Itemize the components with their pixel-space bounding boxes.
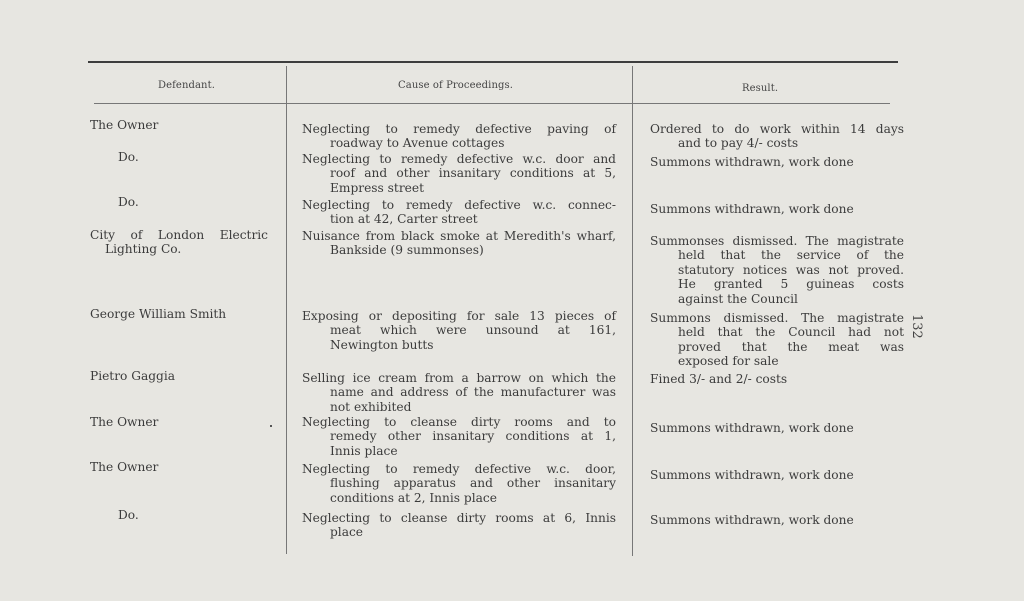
defendant-line: Do. bbox=[118, 508, 139, 522]
defendant-line: The Owner bbox=[90, 415, 159, 429]
row-defendant bbox=[90, 460, 280, 474]
row-result bbox=[650, 155, 904, 169]
cause-line: roof and other insanitary conditions at 5, bbox=[330, 166, 616, 181]
row-defendant bbox=[118, 508, 308, 522]
result-line: Fined 3/- and 2/- costs bbox=[650, 372, 788, 386]
cause-line: name and address of the manufacturer was bbox=[330, 385, 616, 400]
row-cause bbox=[302, 371, 616, 414]
row-result bbox=[650, 372, 904, 386]
row-result bbox=[650, 421, 904, 435]
cause-line: Neglecting to cleanse dirty rooms and to bbox=[302, 415, 616, 429]
defendant-line: The Owner bbox=[90, 118, 159, 132]
cause-line: tion at 42, Carter street bbox=[330, 212, 478, 227]
cause-line: conditions at 2, Innis place bbox=[330, 490, 497, 505]
header-defendant: Defendant. bbox=[158, 80, 215, 91]
cause-line: Neglecting to remedy defective w.c. connec- bbox=[302, 198, 616, 212]
header-bottom-rule bbox=[94, 103, 890, 104]
result-line: held that the Council had not bbox=[678, 325, 904, 340]
cause-line: not exhibited bbox=[330, 399, 412, 414]
row-result bbox=[650, 513, 904, 527]
column-divider-2 bbox=[632, 66, 633, 556]
row-cause bbox=[302, 198, 616, 227]
defendant-line: Do. bbox=[118, 195, 139, 209]
cause-line: Neglecting to remedy defective w.c. door, bbox=[302, 462, 616, 476]
cause-line: remedy other insanitary conditions at 1, bbox=[330, 429, 616, 444]
column-divider-1 bbox=[286, 66, 287, 554]
result-line: against the Council bbox=[678, 291, 798, 306]
defendant-line: The Owner bbox=[90, 460, 159, 474]
row-defendant bbox=[118, 150, 308, 164]
stray-mark bbox=[270, 425, 272, 427]
cause-line: Exposing or depositing for sale 13 pieces of bbox=[302, 309, 616, 323]
result-line: Summons withdrawn, work done bbox=[650, 421, 854, 435]
cause-line: Innis place bbox=[330, 443, 398, 458]
cause-line: place bbox=[330, 525, 364, 540]
result-line: Summons withdrawn, work done bbox=[650, 513, 854, 527]
row-defendant bbox=[90, 415, 280, 429]
page-number: 132 bbox=[909, 314, 924, 339]
row-defendant bbox=[118, 195, 308, 209]
row-cause bbox=[302, 415, 616, 458]
cause-line: roadway to Avenue cottages bbox=[330, 136, 505, 151]
result-line: He granted 5 guineas costs bbox=[678, 277, 904, 292]
defendant-line: Lighting Co. bbox=[105, 242, 182, 257]
row-defendant bbox=[90, 307, 280, 321]
row-cause bbox=[302, 511, 616, 540]
row-cause bbox=[302, 309, 616, 352]
row-cause bbox=[302, 462, 616, 505]
header-cause: Cause of Proceedings. bbox=[398, 80, 514, 91]
defendant-line: Do. bbox=[118, 150, 139, 164]
result-line: and to pay 4/- costs bbox=[678, 136, 799, 151]
result-line: statutory notices was not proved. bbox=[678, 262, 904, 277]
result-line: Summons withdrawn, work done bbox=[650, 468, 854, 482]
row-cause bbox=[302, 122, 616, 151]
result-line: Summonses dismissed. The magistrate bbox=[650, 234, 904, 248]
row-cause bbox=[302, 152, 616, 195]
cause-line: Neglecting to remedy defective paving of bbox=[302, 122, 616, 136]
result-line: held that the service of the bbox=[678, 248, 904, 263]
cause-line: flushing apparatus and other insanitary bbox=[330, 476, 616, 491]
header-result: Result. bbox=[742, 83, 779, 94]
defendant-line: George William Smith bbox=[90, 307, 227, 321]
defendant-line: City of London Electric bbox=[90, 228, 268, 242]
cause-line: Neglecting to remedy defective w.c. door and bbox=[302, 152, 616, 166]
cause-line: meat which were unsound at 161, bbox=[330, 323, 616, 338]
row-cause bbox=[302, 229, 616, 258]
table-top-rule bbox=[88, 61, 898, 63]
cause-line: Newington butts bbox=[330, 337, 434, 352]
result-line: proved that the meat was bbox=[678, 339, 904, 354]
row-result bbox=[650, 234, 904, 306]
cause-line: Empress street bbox=[330, 180, 424, 195]
result-line: Ordered to do work within 14 days bbox=[650, 122, 904, 136]
defendant-line: Pietro Gaggia bbox=[90, 369, 176, 383]
row-result bbox=[650, 202, 904, 216]
result-line: Summons withdrawn, work done bbox=[650, 202, 854, 216]
row-defendant bbox=[90, 369, 280, 383]
row-result bbox=[650, 311, 904, 369]
cause-line: Nuisance from black smoke at Meredith's wharf, bbox=[302, 229, 616, 243]
cause-line: Neglecting to cleanse dirty rooms at 6, Innis bbox=[302, 511, 616, 525]
row-result bbox=[650, 122, 904, 151]
cause-line: Bankside (9 summonses) bbox=[330, 243, 484, 258]
row-result bbox=[650, 468, 904, 482]
row-defendant bbox=[90, 118, 280, 132]
result-line: Summons withdrawn, work done bbox=[650, 155, 854, 169]
result-line: Summons dismissed. The magistrate bbox=[650, 311, 904, 325]
cause-line: Selling ice cream from a barrow on which the bbox=[302, 371, 616, 385]
result-line: exposed for sale bbox=[678, 354, 779, 369]
row-defendant bbox=[90, 228, 280, 257]
